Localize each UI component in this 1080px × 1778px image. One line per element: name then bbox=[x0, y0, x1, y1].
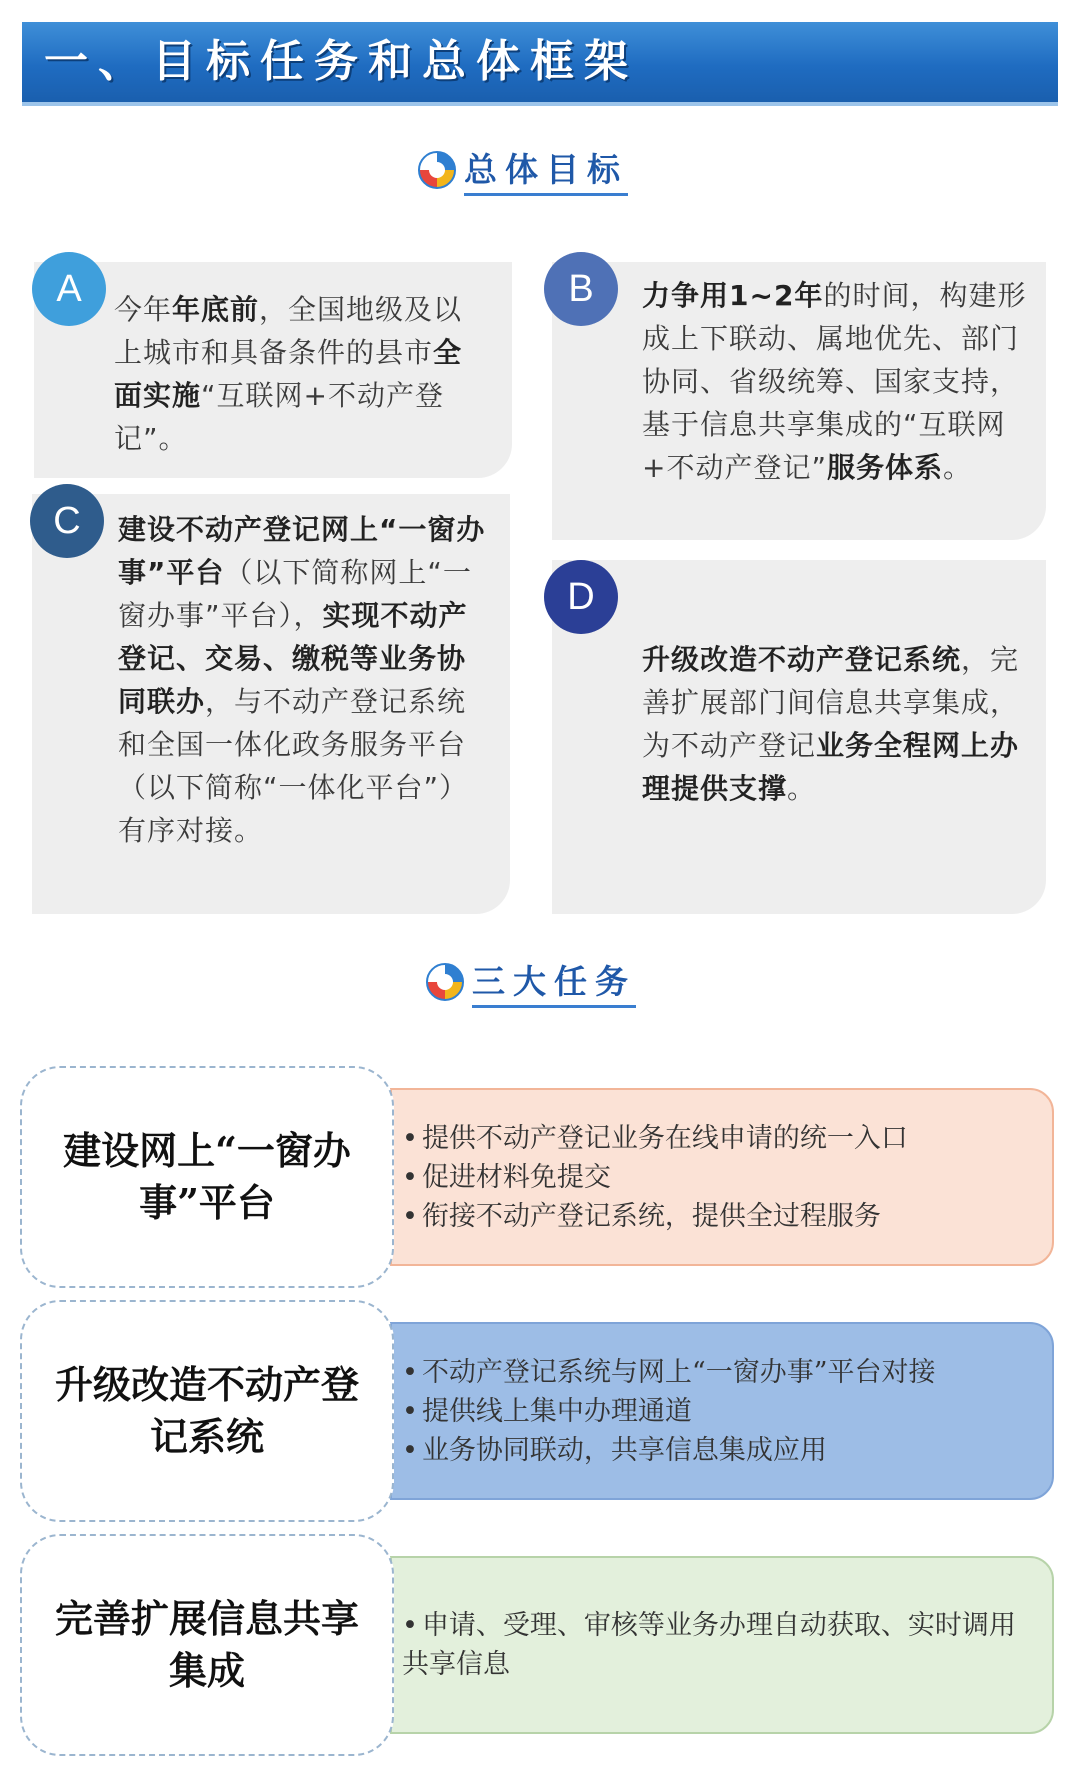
task-3-panel bbox=[390, 1556, 1054, 1734]
task-1-item: • 衔接不动产登记系统，提供全过程服务 bbox=[402, 1197, 1022, 1236]
task-1-item: • 提供不动产登记业务在线申请的统一入口 bbox=[402, 1119, 1022, 1158]
goal-c-text: 建设不动产登记网上“一窗办事”平台（以下简称网上“一窗办事”平台），实现不动产登记、交易、缴税等业务协同联办，与不动产登记系统和全国一体化政务服务平台（以下简称“一体化平台”）有序对接。 bbox=[118, 513, 486, 847]
task-1-item: • 促进材料免提交 bbox=[402, 1158, 1022, 1197]
task-2-item: • 提供线上集中办理通道 bbox=[402, 1392, 1022, 1431]
goal-card-c bbox=[32, 494, 510, 914]
task-3-title-box bbox=[20, 1534, 394, 1756]
goal-badge-a: A bbox=[32, 252, 106, 326]
task-1-title: 建设网上“一窗办事”平台 bbox=[63, 1128, 351, 1225]
goals-section-heading bbox=[418, 146, 628, 194]
task-1-panel bbox=[390, 1088, 1054, 1266]
goal-card-a bbox=[34, 262, 512, 478]
tasks-heading-text: 三大任务 bbox=[472, 956, 636, 1008]
task-2-item: • 不动产登记系统与网上“一窗办事”平台对接 bbox=[402, 1353, 1022, 1392]
goal-b-text: 力争用1~2年的时间，构建形成上下联动、属地优先、部门协同、省级统筹、国家支持，基于信息共享集成的“互联网+不动产登记”服务体系。 bbox=[642, 279, 1027, 484]
pinwheel-icon bbox=[418, 151, 456, 189]
goal-card-d bbox=[552, 560, 1046, 914]
task-2-title-box bbox=[20, 1300, 394, 1522]
goal-card-b bbox=[552, 262, 1046, 540]
pinwheel-icon bbox=[426, 963, 464, 1001]
task-3-title: 完善扩展信息共享集成 bbox=[54, 1596, 359, 1693]
task-2-item: • 业务协同联动，共享信息集成应用 bbox=[402, 1431, 1022, 1470]
goal-badge-d: D bbox=[544, 560, 618, 634]
goals-heading-text: 总体目标 bbox=[464, 144, 628, 196]
task-3-item: • 申请、受理、审核等业务办理自动获取、实时调用共享信息 bbox=[402, 1606, 1022, 1684]
banner-title: 一、目标任务和总体框架 bbox=[44, 36, 638, 87]
task-2-title: 升级改造不动产登记系统 bbox=[54, 1362, 359, 1459]
task-1-title-box bbox=[20, 1066, 394, 1288]
tasks-section-heading bbox=[426, 958, 636, 1006]
goal-badge-c: C bbox=[30, 484, 104, 558]
goal-a-text: 今年年底前，全国地级及以上城市和具备条件的县市全面实施“互联网+不动产登记”。 bbox=[114, 293, 463, 455]
task-2-panel bbox=[390, 1322, 1054, 1500]
header-banner bbox=[22, 22, 1058, 102]
goal-d-text: 升级改造不动产登记系统，完善扩展部门间信息共享集成，为不动产登记业务全程网上办理提供支撑。 bbox=[642, 643, 1020, 805]
goal-badge-b: B bbox=[544, 252, 618, 326]
